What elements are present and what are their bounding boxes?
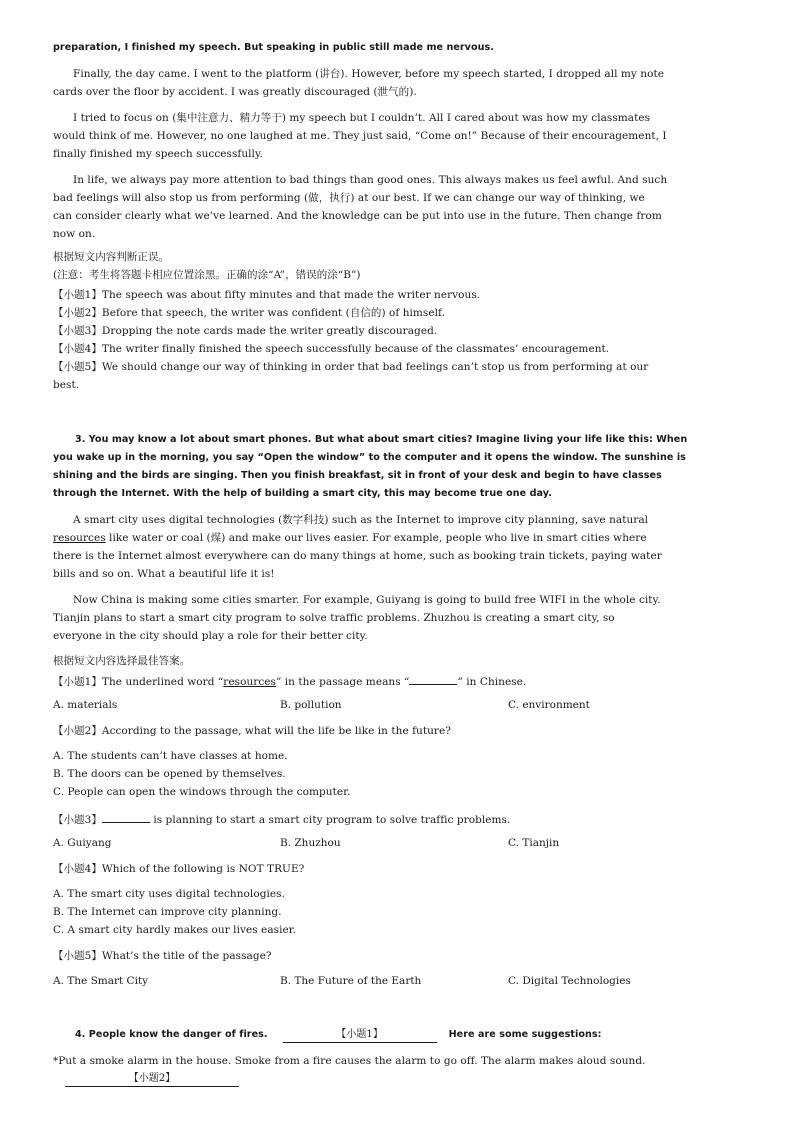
- passage2-item-3: 【小题3】Dropping the note cards made the writer greatly discouraged.: [53, 325, 438, 337]
- p4-suffix: Here are some suggestions:: [448, 1029, 602, 1040]
- passage3-intro-2: you wake up in the morning, you say “Open the window” to the computer and it opens the window. The sunshine is: [53, 452, 686, 463]
- q1-prefix: 【小题1】The underlined word “: [53, 676, 224, 688]
- passage3-para2-line-4: bills and so on. What a beautiful life it is!: [53, 568, 275, 580]
- passage3-para2-line-2: [53, 531, 647, 545]
- passage2-line-3: cards over the floor by accident. I was greatly discouraged (泄气的).: [53, 86, 417, 98]
- q3-prefix: 【小题3】: [53, 814, 102, 826]
- q1-option-a[interactable]: A. materials: [53, 699, 118, 711]
- q1-answer-blank[interactable]: [409, 673, 457, 685]
- question-2: 【小题2】According to the passage, what will the life be like in the future?: [53, 725, 451, 737]
- passage3-para2-line-1: A smart city uses digital technologies (数字科技) such as the Internet to improve city planning, save natural: [73, 514, 649, 526]
- q3-suffix: is planning to start a smart city program to solve traffic problems.: [149, 814, 511, 826]
- question-4: 【小题4】Which of the following is NOT TRUE?: [53, 863, 305, 875]
- p4-blank-1[interactable]: 【小题1】: [283, 1028, 437, 1043]
- q5-option-b[interactable]: B. The Future of the Earth: [280, 975, 422, 987]
- q3-option-a[interactable]: A. Guiyang: [53, 837, 112, 849]
- q2-option-b[interactable]: B. The doors can be opened by themselves.: [53, 768, 286, 780]
- q4-option-a[interactable]: A. The smart city uses digital technologies.: [53, 888, 285, 900]
- passage4-line-1: [75, 1028, 602, 1043]
- passage2-line-2: Finally, the day came. I went to the platform (讲台). However, before my speech started, I dropped all my note: [73, 68, 664, 80]
- passage2-item-4: 【小题4】The writer finally finished the speech successfully because of the classmates’ encouragement.: [53, 343, 610, 355]
- passage3-intro-3: shining and the birds are singing. Then you finish breakfast, sit in front of your desk and begin to have classes: [53, 470, 662, 481]
- question-3: [53, 811, 510, 827]
- passage2-instruction: 根据短文内容判断正误。: [53, 251, 170, 263]
- passage2-line-4: I tried to focus on (集中注意力、精力等于) my speech but I couldn’t. All I cared about was how my classmates: [73, 112, 651, 124]
- q5-option-c[interactable]: C. Digital Technologies: [508, 975, 631, 987]
- q1-option-b[interactable]: B. pollution: [280, 699, 342, 711]
- passage2-line-1: preparation, I finished my speech. But speaking in public still made me nervous.: [53, 42, 494, 53]
- passage3-instruction: 根据短文内容选择最佳答案。: [53, 655, 191, 667]
- q4-option-c[interactable]: C. A smart city hardly makes our lives easier.: [53, 924, 297, 936]
- passage2-line-6: finally finished my speech successfully.: [53, 148, 263, 160]
- p4-blank-2[interactable]: 【小题2】: [65, 1072, 239, 1087]
- passage2-line-7: In life, we always pay more attention to bad things than good ones. This always makes us feel awful. And such: [73, 174, 668, 186]
- passage2-line-10: now on.: [53, 228, 96, 240]
- passage3-intro-4: through the Internet. With the help of building a smart city, this may become true one day.: [53, 488, 552, 499]
- passage3-intro-1: 3. You may know a lot about smart phones. But what about smart cities? Imagine living your life like this: When: [75, 434, 688, 445]
- question-1: [53, 673, 526, 689]
- passage2-note: (注意：考生将答题卡相应位置涂黑。正确的涂“A”，错误的涂“B”): [53, 269, 361, 281]
- q1-word: resources: [223, 676, 276, 688]
- passage2-line-5: would think of me. However, no one laughed at me. They just said, “Come on!” Because of their encouragement, I: [53, 130, 667, 142]
- q5-option-a[interactable]: A. The Smart City: [53, 975, 149, 987]
- underlined-word: resources: [53, 532, 106, 544]
- passage2-item-1: 【小题1】The speech was about fifty minutes and that made the writer nervous.: [53, 289, 481, 301]
- q3-option-c[interactable]: C. Tianjin: [508, 837, 560, 849]
- q2-option-c[interactable]: C. People can open the windows through the computer.: [53, 786, 351, 798]
- passage2-item-5: 【小题5】We should change our way of thinking in order that bad feelings can’t stop us from performing at our: [53, 361, 649, 373]
- passage3-para3-line-1: Now China is making some cities smarter. For example, Guiyang is going to build free WIFI in the whole city.: [73, 594, 661, 606]
- q3-option-b[interactable]: B. Zhuzhou: [280, 837, 341, 849]
- passage3-para2-line-3: there is the Internet almost everywhere can do many things at home, such as booking train tickets, paying water: [53, 550, 662, 562]
- passage2-line-8: bad feelings will also stop us from performing (做，执行) at our best. If we can change our way of thinking, we: [53, 192, 645, 204]
- q1-suffix: ” in Chinese.: [457, 676, 527, 688]
- passage2-line-9: can consider clearly what we’ve learned. And the knowledge can be put into use in the future. Then change from: [53, 210, 662, 222]
- q4-option-b[interactable]: B. The Internet can improve city planning.: [53, 906, 282, 918]
- p4-prefix: 4. People know the danger of fires.: [75, 1029, 268, 1040]
- q2-option-a[interactable]: A. The students can’t have classes at home.: [53, 750, 288, 762]
- question-5: 【小题5】What’s the title of the passage?: [53, 950, 272, 962]
- passage2-item-5-cont: best.: [53, 379, 80, 391]
- passage3-para3-line-2: Tianjin plans to start a smart city program to solve traffic problems. Zhuzhou is creating a smart city, so: [53, 612, 615, 624]
- q3-answer-blank[interactable]: [102, 811, 150, 823]
- passage4-line-2: *Put a smoke alarm in the house. Smoke from a fire causes the alarm to go off. The alarm makes aloud sound.: [53, 1055, 646, 1067]
- passage4-line-3: [65, 1071, 239, 1087]
- q1-middle: ” in the passage means “: [275, 676, 410, 688]
- passage2-item-2: 【小题2】Before that speech, the writer was confident (自信的) of himself.: [53, 307, 445, 319]
- q1-option-c[interactable]: C. environment: [508, 699, 590, 711]
- passage3-para3-line-3: everyone in the city should play a role for their better city.: [53, 630, 368, 642]
- para2-line-2-rest: like water or coal (煤) and make our lives easier. For example, people who live in smart cities where: [105, 532, 647, 544]
